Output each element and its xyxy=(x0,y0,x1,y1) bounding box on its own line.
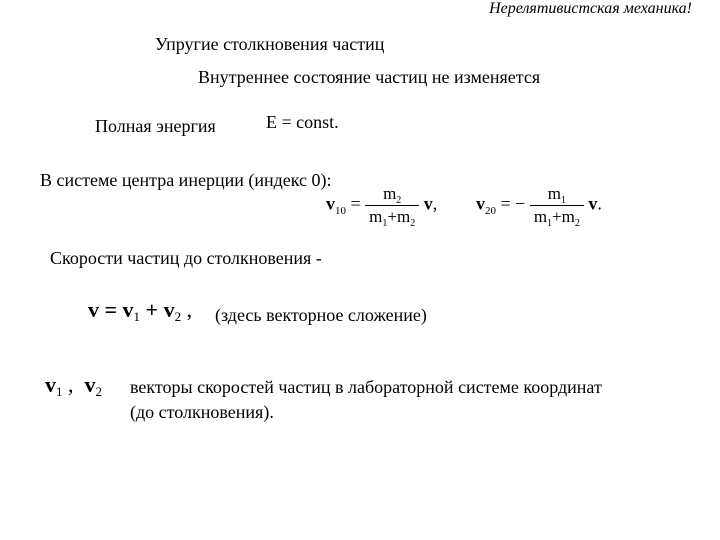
formula-v10-den-sub2: 2 xyxy=(410,218,416,229)
formula-v10-tail: , xyxy=(432,193,438,214)
vsum-v1: v xyxy=(122,297,134,322)
vsum-plus: + xyxy=(140,297,164,322)
formula-v10-num-sub: 2 xyxy=(396,195,402,206)
energy-formula: E = const. xyxy=(266,112,339,132)
formula-v10 xyxy=(326,184,437,227)
formula-v10-lhs-sub: 10 xyxy=(335,204,346,217)
formula-v20-num: m xyxy=(547,184,561,203)
formula-v20-num-sub: 1 xyxy=(560,195,566,206)
formula-v10-eq: = xyxy=(350,193,361,214)
vlist-v2: v xyxy=(84,372,96,397)
formula-v20-den-sub1: 1 xyxy=(547,218,553,229)
formula-v10-fraction xyxy=(365,184,419,227)
vsum-eq: = xyxy=(99,297,123,322)
formula-v20-rhs: v xyxy=(588,193,598,214)
formula-v20 xyxy=(476,184,602,227)
page-header-title: Нерелятивистская механика! xyxy=(489,0,692,17)
vsum-s2: 2 xyxy=(174,309,182,324)
formula-v10-den-m1: m xyxy=(369,207,383,226)
heading: Упругие столкновения частиц xyxy=(155,34,385,54)
lab-text-line1: векторы скоростей частиц в лабораторной системе координат xyxy=(130,377,602,397)
formula-v20-fraction xyxy=(530,184,584,227)
formula-v20-den-m1: m xyxy=(533,207,548,226)
formula-v20-den-plus: +m xyxy=(552,207,575,226)
formula-v10-num: m xyxy=(383,184,397,203)
formula-v10-den-sub1: 1 xyxy=(382,218,388,229)
vsum-v2: v xyxy=(163,297,175,322)
formula-v20-den-sub2: 2 xyxy=(574,218,580,229)
formula-v20-tail: . xyxy=(597,193,602,214)
formula-v10-den-plus: +m xyxy=(387,207,411,226)
formula-v20-lhs-sub: 20 xyxy=(485,204,496,217)
formula-v10-rhs: v xyxy=(423,193,433,214)
center-of-mass-text: В системе центра инерции (индекс 0): xyxy=(40,170,332,190)
vlist-v1: v xyxy=(45,372,56,397)
velocity-sum-formula xyxy=(88,297,192,323)
subheading: Внутреннее состояние частиц не изменяется xyxy=(198,67,541,87)
vsum-s1: 1 xyxy=(133,309,141,324)
formula-v20-eq: = − xyxy=(500,193,526,214)
formula-v10-lhs: v xyxy=(326,193,335,214)
vsum-v: v xyxy=(88,297,99,322)
vsum-comma: , xyxy=(181,297,193,322)
energy-label: Полная энергия xyxy=(95,116,216,136)
vlist-s1: 1 xyxy=(56,384,63,399)
formula-v20-lhs: v xyxy=(476,193,485,214)
lab-text-line2: (до столкновения). xyxy=(130,402,274,422)
velocities-text: Скорости частиц до столкновения - xyxy=(50,248,322,268)
velocity-list xyxy=(45,372,102,398)
vlist-comma: , xyxy=(62,372,85,397)
vector-note: (здесь векторное сложение) xyxy=(215,305,427,325)
vlist-s2: 2 xyxy=(95,384,102,399)
